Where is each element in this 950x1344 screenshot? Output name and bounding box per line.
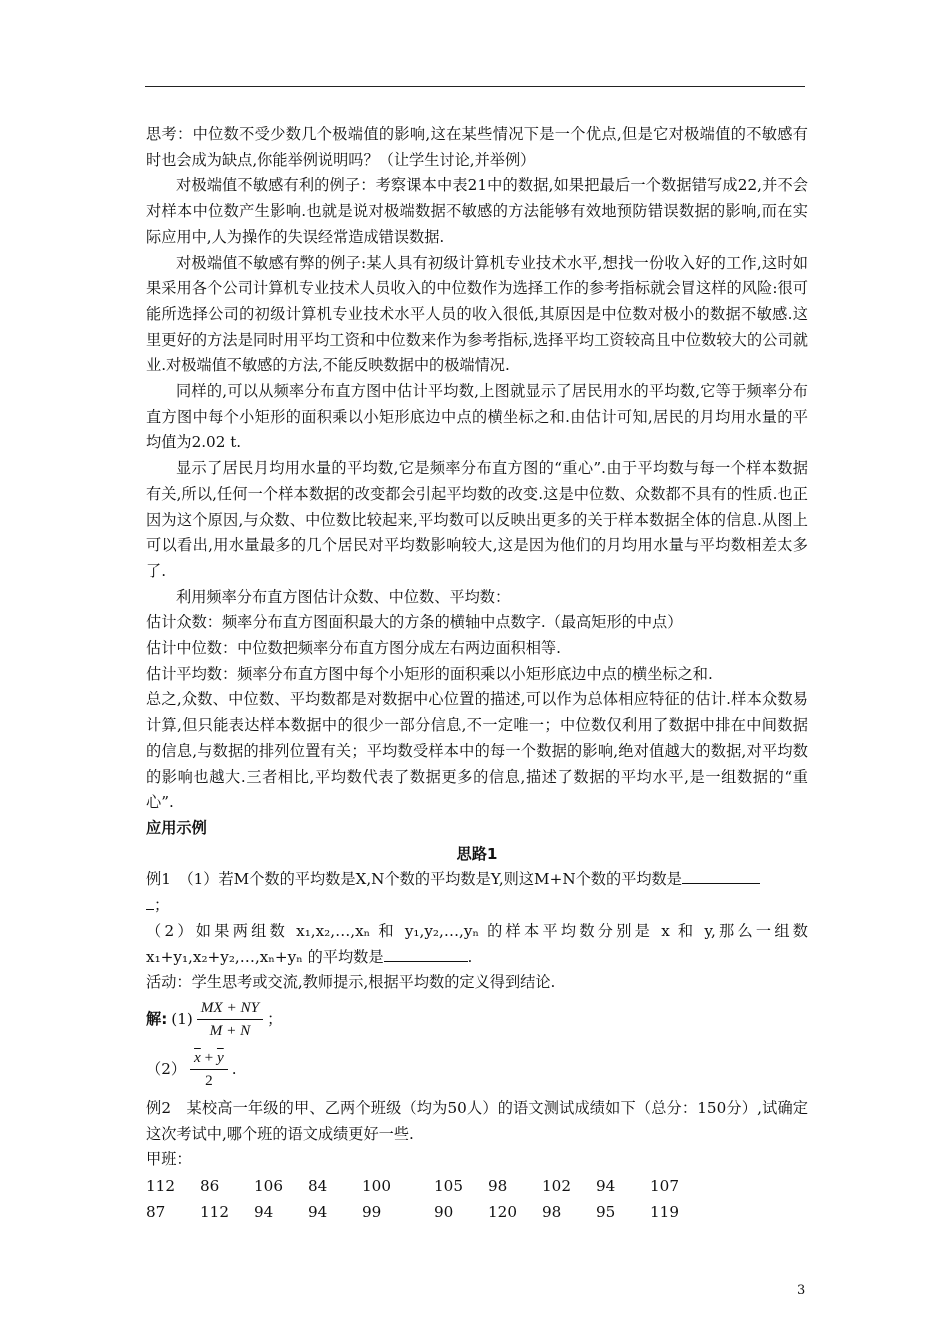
table-cell: 120 (488, 1202, 517, 1221)
solution-label: 解: (146, 1010, 168, 1029)
example1-q1-text: 例1 （1）若M个数的平均数是X,N个数的平均数是Y,则这M+N个数的平均数是 (146, 870, 682, 889)
class-label: 甲班： (146, 1150, 192, 1169)
paragraph-estimate-mode: 估计众数：频率分布直方图面积最大的方条的横轴中点数字.（最高矩形的中点） (146, 613, 683, 632)
solution-1-numerator: MX + NY (197, 997, 263, 1020)
table-cell: 100 (362, 1177, 391, 1196)
table-cell: 94 (308, 1202, 328, 1221)
table-cell: 87 (146, 1202, 166, 1221)
solution-2-fraction (190, 1047, 228, 1092)
solution-2-number: （2） (146, 1060, 187, 1079)
table-cell: 112 (146, 1177, 175, 1196)
solution-2-denominator: 2 (205, 1072, 213, 1090)
example1-question1 (146, 867, 808, 918)
solution-1-number: (1) (171, 1010, 193, 1029)
example1-q1-end: ； (154, 896, 170, 915)
page-number: 3 (797, 1283, 806, 1298)
table-cell: 112 (200, 1202, 229, 1221)
table-cell: 90 (434, 1202, 454, 1221)
heading-idea: 思路1 (456, 844, 498, 863)
table-cell: 105 (434, 1177, 463, 1196)
table-cell: 98 (542, 1202, 562, 1221)
table-cell: 98 (488, 1177, 508, 1196)
example1-question2 (146, 919, 808, 970)
solution-2-xbar: $\overline{x}$ (194, 1049, 201, 1067)
paragraph-summary: 总之,众数、中位数、平均数都是对数据中心位置的描述,可以作为总体相应特征的估计.样本众数易计算,但只能表达样本数据中的很少一部分信息,不一定唯一；中位数仅利用了数据中排在中间数据的信息,与数据的排列位置有关；平均数受样本中的每一个数据的影响,绝对值越大的数据,对平均数的影响也越大.三者相比,平均数代表了数据更多的信息,描述了数据的平均水平,是一组数据的“重心”. (146, 690, 808, 812)
scores-table (146, 1174, 704, 1225)
answer-blank-2 (384, 946, 468, 962)
table-cell: 119 (650, 1202, 679, 1221)
solution-2 (146, 1044, 808, 1096)
table-row (146, 1200, 704, 1226)
paragraph-histogram-mean: 同样的,可以从频率分布直方图中估计平均数,上图就显示了居民用水的平均数,它等于频率分布直方图中每个小矩形的面积乘以小矩形底边中点的横坐标之和.由估计可知,居民的月均用水量的平均值为2.02 t. (146, 382, 808, 452)
paragraph-disadvantage: 对极端值不敏感有弊的例子:某人具有初级计算机专业技术水平,想找一份收入好的工作,这时如果采用各个公司计算机专业技术人员收入的中位数作为选择工作的参考指标就会冒这样的风险:很可能所选择公司的初级计算机专业技术水平人员的收入很低,其原因是中位数对极小的数据不敏感.这里更好的方法是同时用平均工资和中位数来作为参考指标,选择平均工资较高且中位数较大的公司就业.对极端值不敏感的方法,不能反映数据中的极端情况. (146, 253, 808, 375)
paragraph-estimate-mean: 估计平均数：频率分布直方图中每个小矩形的面积乘以小矩形底边中点的横坐标之和. (146, 664, 713, 683)
table-cell: 84 (308, 1177, 328, 1196)
solution-1-denominator: M + N (209, 1022, 251, 1040)
table-cell: 99 (362, 1202, 382, 1221)
table-cell: 102 (542, 1177, 571, 1196)
paragraph-center-of-gravity: 显示了居民月均用水量的平均数,它是频率分布直方图的“重心”.由于平均数与每一个样本数据有关,所以,任何一个样本数据的改变都会引起平均数的改变.这是中位数、众数都不具有的性质.也正因为这个原因,与众数、中位数比较起来,平均数可以反映出更多的关于样本数据全体的信息.从图上可以看出,用水量最多的几个居民对平均数影响较大,这是因为他们的月均用水量与平均数相差太多了. (146, 459, 808, 580)
heading-application: 应用示例 (146, 818, 207, 837)
solution-2-end: . (231, 1060, 237, 1079)
page-body (146, 122, 808, 1225)
table-cell: 106 (254, 1177, 283, 1196)
answer-blank-1-continued (146, 894, 154, 910)
table-cell: 107 (650, 1177, 679, 1196)
solution-1-end: ； (267, 1010, 283, 1029)
paragraph-estimate-intro: 利用频率分布直方图估计众数、中位数、平均数： (176, 587, 511, 606)
table-cell: 94 (596, 1177, 616, 1196)
example1-q2-end: . (467, 947, 473, 966)
paragraph-estimate-median: 估计中位数：中位数把频率分布直方图分成左右两边面积相等. (146, 639, 561, 658)
paragraph-thinking: 思考：中位数不受少数几个极端值的影响,这在某些情况下是一个优点,但是它对极端值的不敏感有时也会成为缺点,你能举例说明吗？（让学生讨论,并举例） (146, 125, 808, 169)
example1-q2-text: （2）如果两组数 x₁,x₂,…,xₙ 和 y₁,y₂,…,yₙ 的样本平均数分别是 x 和 y,那么一组数 x₁+y₁,x₂+y₂,…,xₙ+yₙ 的平均数是 (146, 921, 808, 966)
solution-2-plus: + (200, 1049, 217, 1067)
table-cell: 95 (596, 1202, 616, 1221)
example2-question: 例2 某校高一年级的甲、乙两个班级（均为50人）的语文测试成绩如下（总分：150分）,试确定这次考试中,哪个班的语文成绩更好一些. (146, 1098, 808, 1143)
answer-blank-1 (682, 868, 760, 884)
header-rule (145, 86, 805, 87)
paragraph-advantage: 对极端值不敏感有利的例子：考察课本中表21中的数据,如果把最后一个数据错写成22,并不会对样本中位数产生影响.也就是说对极端数据不敏感的方法能够有效地预防错误数据的影响,而在实际应用中,人为操作的失误经常造成错误数据. (146, 176, 808, 246)
solution-1-fraction (197, 997, 263, 1042)
table-row (146, 1174, 704, 1200)
table-cell: 94 (254, 1202, 274, 1221)
example1-activity: 活动：学生思考或交流,教师提示,根据平均数的定义得到结论. (146, 973, 556, 992)
table-cell: 86 (200, 1177, 220, 1196)
solution-1 (146, 996, 808, 1044)
solution-2-ybar: $\overline{y}$ (216, 1049, 224, 1067)
